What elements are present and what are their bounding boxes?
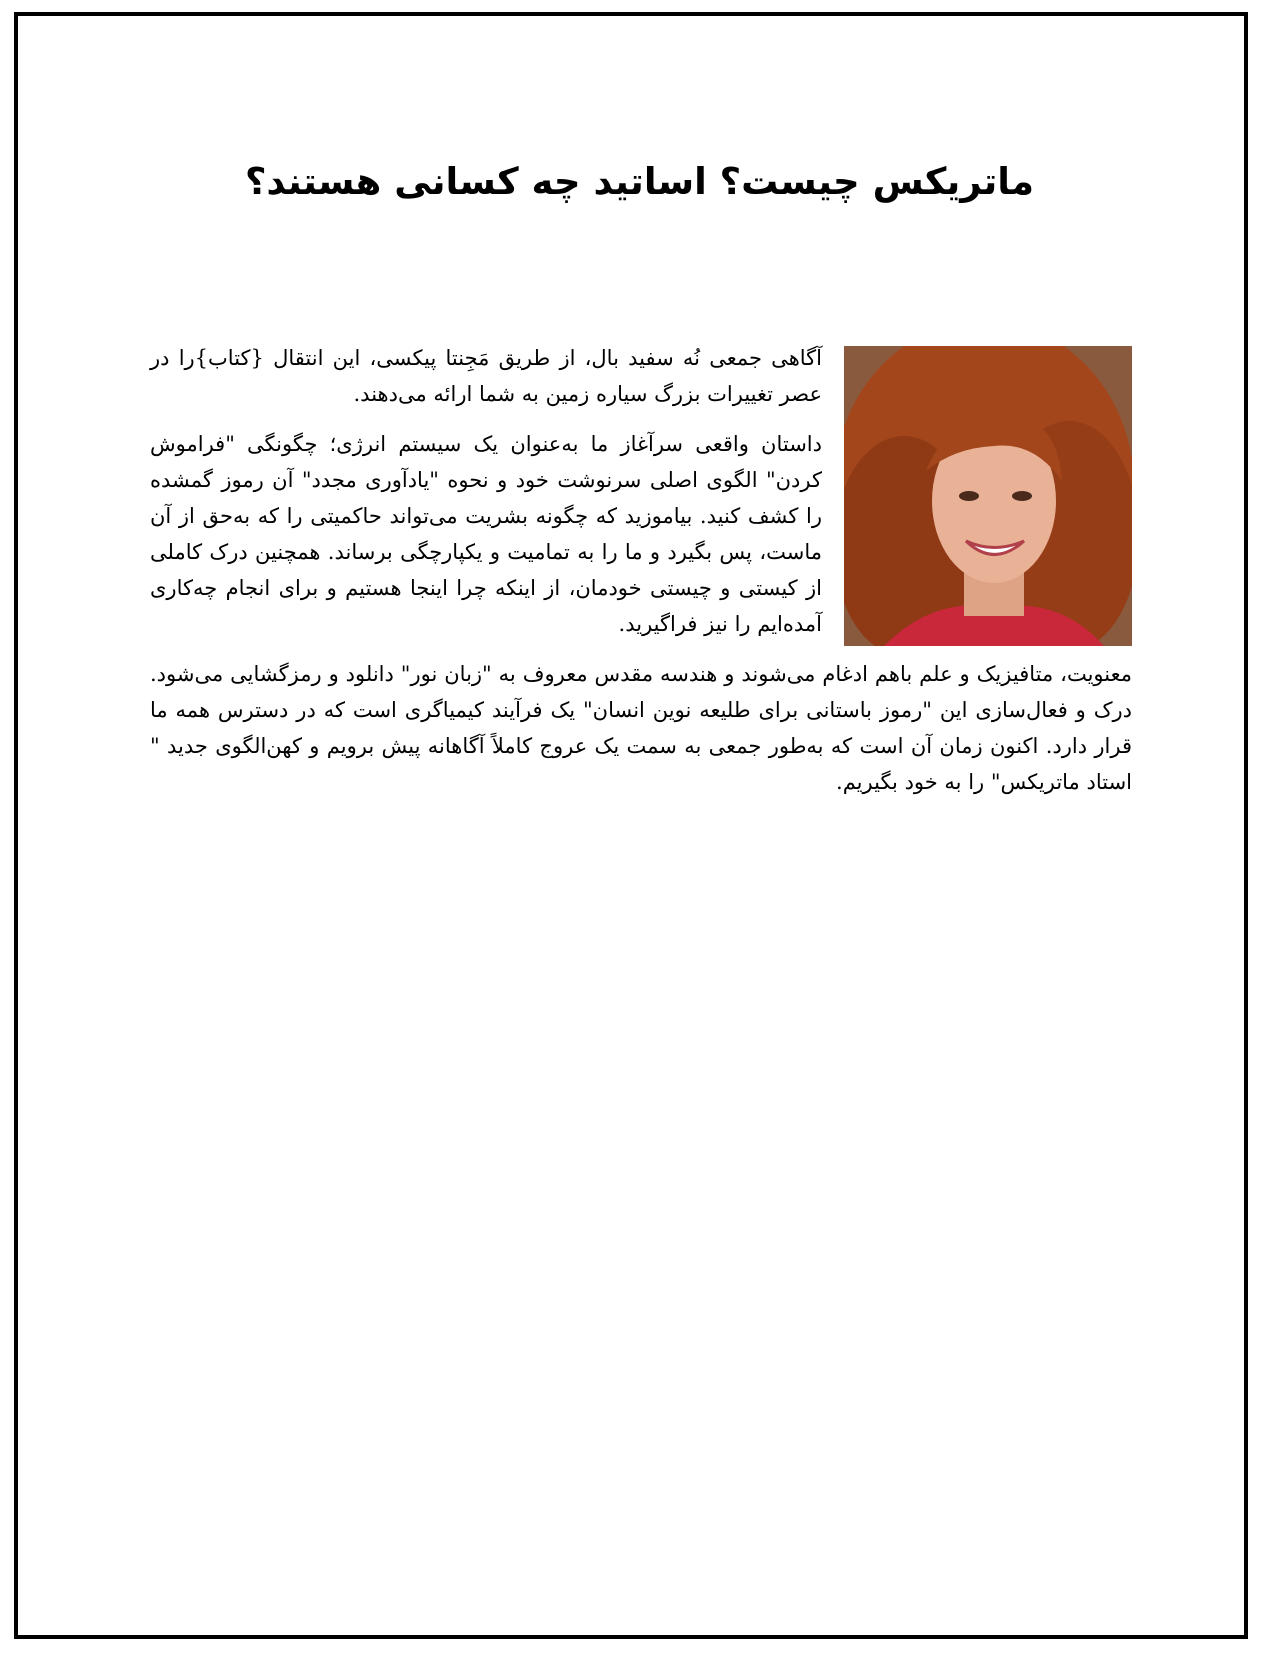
portrait-illustration xyxy=(844,346,1132,646)
article-body xyxy=(150,340,1132,814)
author-portrait xyxy=(844,346,1132,646)
page-title: ماتریکس چیست؟ اساتید چه کسانی هستند؟ xyxy=(244,160,1035,203)
page-border xyxy=(14,12,1248,1639)
paragraph-3: معنویت، متافیزیک و علم باهم ادغام می‌شوند و هندسه مقدس معروف به "زبان نور" دانلود و رمزگشایی می‌شود. درک و فعال‌سازی این "رموز باستانی برای طلیعه نوین انسان" یک فرآیند کیمیاگری است که در دسترس همه ما قرار دارد. اکنون زمان آن است که به‌طور جمعی به سمت یک عروج کاملاً آگاهانه پیش برویم و کهن‌الگوی جدید " استاد ماتریکس" را به خود بگیریم. xyxy=(150,662,1132,794)
paragraph-1: آگاهی جمعی نُه سفید بال، از طریق مَجِنتا پیکسی، این انتقال {کتاب}را در عصر تغییرات بزرگ سیاره زمین به شما ارائه می‌دهند. xyxy=(150,346,822,406)
paragraph-2: داستان واقعی سرآغاز ما به‌عنوان یک سیستم انرژی؛ چگونگی "فراموش کردن" الگوی اصلی سرنوشت خود و نحوه "یادآوری مجدد" آن رموز گمشده را کشف کنید. بیاموزید که چگونه بشریت می‌تواند حاکمیتی را که به‌حق از آن ماست، پس بگیرد و ما را به تمامیت و یکپارچگی برساند. همچنین درک کاملی از کیستی و چیستی خودمان، از اینکه چرا اینجا هستیم و برای انجام چه‌کاری آمده‌ایم را نیز فراگیرید. xyxy=(150,432,822,636)
